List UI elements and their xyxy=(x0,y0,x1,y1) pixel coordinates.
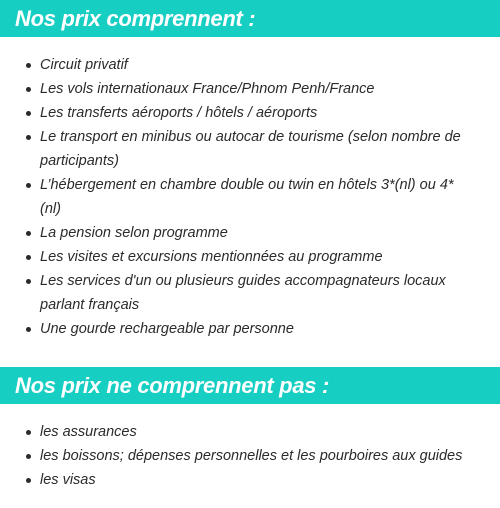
list-item-text: La pension selon programme xyxy=(40,225,228,241)
list-item-text: Le transport en minibus ou autocar de tourisme (selon nombre de participants) xyxy=(40,129,461,169)
included-section-title: Nos prix comprennent : xyxy=(15,5,256,31)
list-item xyxy=(0,173,500,221)
list-item xyxy=(0,77,500,101)
bullet-icon xyxy=(26,255,31,260)
list-item xyxy=(0,53,500,77)
list-item xyxy=(0,269,500,317)
list-item xyxy=(0,125,500,173)
bullet-icon xyxy=(26,63,31,68)
bullet-icon xyxy=(26,327,31,332)
excluded-section-header xyxy=(0,367,500,404)
included-list xyxy=(0,53,500,341)
list-item-text: Les services d'un ou plusieurs guides accompagnateurs locaux parlant français xyxy=(40,273,446,313)
list-item-text: Circuit privatif xyxy=(40,57,128,73)
bullet-icon xyxy=(26,231,31,236)
list-item-text: les boissons; dépenses personnelles et les pourboires aux guides xyxy=(40,448,463,464)
bullet-icon xyxy=(26,279,31,284)
list-item xyxy=(0,317,500,341)
list-item-text: les assurances xyxy=(40,424,137,440)
list-item xyxy=(0,468,500,492)
list-item xyxy=(0,444,500,468)
list-item-text: Les visites et excursions mentionnées au programme xyxy=(40,249,383,265)
bullet-icon xyxy=(26,111,31,116)
list-item xyxy=(0,245,500,269)
list-item xyxy=(0,420,500,444)
list-item-text: les visas xyxy=(40,472,96,488)
bullet-icon xyxy=(26,183,31,188)
bullet-icon xyxy=(26,454,31,459)
excluded-list xyxy=(0,420,500,492)
list-item-text: L’hébergement en chambre double ou twin en hôtels 3*(nl) ou 4*(nl) xyxy=(40,177,454,217)
bullet-icon xyxy=(26,135,31,140)
list-item xyxy=(0,221,500,245)
list-item-text: Les vols internationaux France/Phnom Penh/France xyxy=(40,81,375,97)
bullet-icon xyxy=(26,478,31,483)
bullet-icon xyxy=(26,87,31,92)
excluded-section-title: Nos prix ne comprennent pas : xyxy=(15,372,330,398)
included-section-header xyxy=(0,0,500,37)
list-item-text: Une gourde rechargeable par personne xyxy=(40,321,294,337)
list-item-text: Les transferts aéroports / hôtels / aéroports xyxy=(40,105,318,121)
bullet-icon xyxy=(26,430,31,435)
list-item xyxy=(0,101,500,125)
